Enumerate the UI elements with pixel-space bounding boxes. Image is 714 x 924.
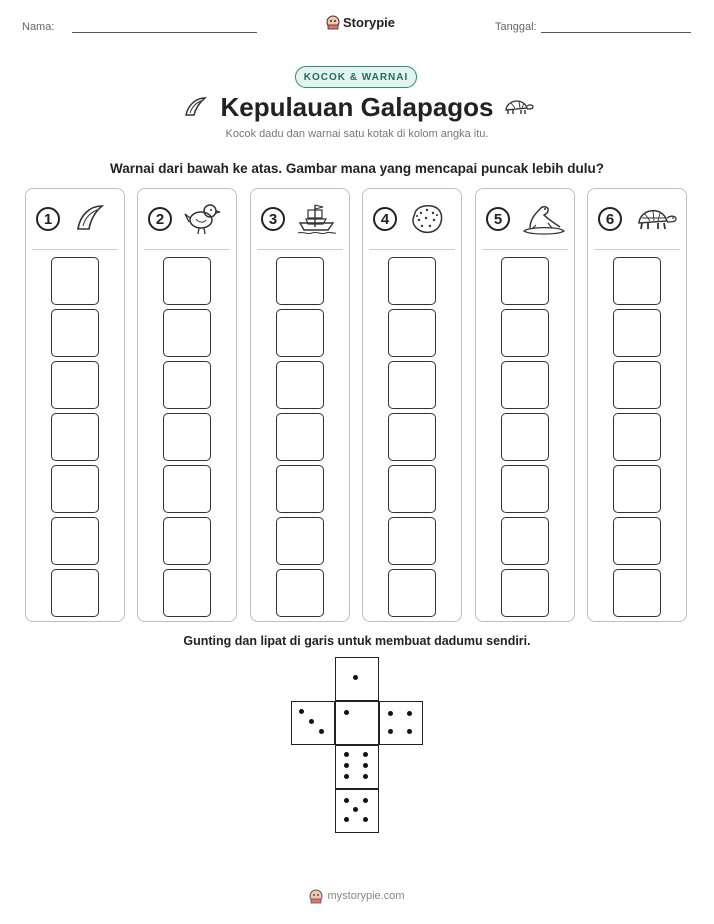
column-divider xyxy=(257,249,343,250)
color-box[interactable] xyxy=(163,517,211,565)
sea-lion-icon xyxy=(522,201,566,242)
color-box[interactable] xyxy=(501,257,549,305)
color-box[interactable] xyxy=(501,413,549,461)
die-pip xyxy=(344,798,349,803)
color-box[interactable] xyxy=(51,517,99,565)
tortoise-icon xyxy=(634,201,678,240)
die-pip xyxy=(344,763,349,768)
die-pip xyxy=(363,763,368,768)
die-pip xyxy=(299,709,304,714)
die-pip xyxy=(363,817,368,822)
column-divider xyxy=(369,249,455,250)
color-box[interactable] xyxy=(163,361,211,409)
die-pip xyxy=(344,752,349,757)
page-title: Kepulauan Galapagos xyxy=(220,92,494,122)
storypie-mascot-icon xyxy=(326,14,340,30)
die-pip xyxy=(407,711,412,716)
color-box[interactable] xyxy=(51,413,99,461)
die-pip xyxy=(344,817,349,822)
color-box[interactable] xyxy=(51,309,99,357)
color-box[interactable] xyxy=(276,257,324,305)
color-box[interactable] xyxy=(276,309,324,357)
color-box[interactable] xyxy=(501,517,549,565)
color-box[interactable] xyxy=(388,309,436,357)
coloring-instruction: Warnai dari bawah ke atas. Gambar mana yang mencapai puncak lebih dulu? xyxy=(110,161,604,176)
color-box[interactable] xyxy=(501,465,549,513)
die-face-3[interactable] xyxy=(291,701,335,745)
cut-instruction: Gunting dan lipat di garis untuk membuat dadumu sendiri. xyxy=(183,634,531,648)
color-box[interactable] xyxy=(613,517,661,565)
column-1 xyxy=(25,188,125,622)
page-subtitle: Kocok dadu dan warnai satu kotak di kolom angka itu. xyxy=(225,128,489,140)
tortoise-icon xyxy=(501,94,535,123)
color-box[interactable] xyxy=(388,257,436,305)
column-number: 6 xyxy=(598,207,622,231)
finch-beak-icon xyxy=(72,201,106,240)
die-pip xyxy=(319,729,324,734)
color-box[interactable] xyxy=(163,413,211,461)
die-pip xyxy=(363,752,368,757)
color-box[interactable] xyxy=(613,413,661,461)
column-number: 3 xyxy=(261,207,285,231)
date-line[interactable] xyxy=(541,32,691,33)
die-pip xyxy=(388,711,393,716)
color-box[interactable] xyxy=(613,309,661,357)
color-box[interactable] xyxy=(276,413,324,461)
color-box[interactable] xyxy=(388,517,436,565)
color-box[interactable] xyxy=(163,257,211,305)
column-3 xyxy=(250,188,350,622)
bird-icon xyxy=(184,201,222,242)
color-box[interactable] xyxy=(51,465,99,513)
color-box[interactable] xyxy=(163,465,211,513)
color-box[interactable] xyxy=(51,257,99,305)
color-box[interactable] xyxy=(501,309,549,357)
color-box[interactable] xyxy=(613,361,661,409)
color-box[interactable] xyxy=(613,569,661,617)
color-box[interactable] xyxy=(163,569,211,617)
column-number: 1 xyxy=(36,207,60,231)
name-line[interactable] xyxy=(72,32,257,33)
die-pip xyxy=(363,774,368,779)
color-box[interactable] xyxy=(276,361,324,409)
brand-name: Storypie xyxy=(343,14,396,30)
column-number: 5 xyxy=(486,207,510,231)
die-pip xyxy=(344,710,349,715)
die-pip xyxy=(407,729,412,734)
ship-icon xyxy=(297,201,337,242)
color-box[interactable] xyxy=(613,465,661,513)
footer xyxy=(0,888,714,904)
die-pip xyxy=(388,729,393,734)
storypie-mascot-icon xyxy=(309,888,323,904)
footer-url[interactable]: mystorypie.com xyxy=(327,890,405,902)
color-box[interactable] xyxy=(501,569,549,617)
color-box[interactable] xyxy=(276,569,324,617)
color-box[interactable] xyxy=(501,361,549,409)
column-6 xyxy=(587,188,687,622)
die-pip xyxy=(309,719,314,724)
column-divider xyxy=(482,249,568,250)
rock-icon xyxy=(409,201,445,240)
color-box[interactable] xyxy=(51,361,99,409)
die-face-6[interactable] xyxy=(335,745,379,789)
color-box[interactable] xyxy=(388,413,436,461)
column-divider xyxy=(594,249,680,250)
color-box[interactable] xyxy=(276,465,324,513)
die-face-5[interactable] xyxy=(335,789,379,833)
die-pip xyxy=(344,774,349,779)
color-box[interactable] xyxy=(388,465,436,513)
activity-badge: KOCOK & WARNAI xyxy=(295,66,417,88)
color-box[interactable] xyxy=(51,569,99,617)
brand-logo xyxy=(326,14,395,30)
die-pip xyxy=(353,807,358,812)
column-5 xyxy=(475,188,575,622)
die-pip xyxy=(363,798,368,803)
color-box[interactable] xyxy=(276,517,324,565)
color-box[interactable] xyxy=(388,569,436,617)
name-label: Nama: xyxy=(22,21,55,33)
die-face-1[interactable] xyxy=(335,701,379,745)
column-number: 2 xyxy=(148,207,172,231)
die-face-4[interactable] xyxy=(379,701,423,745)
column-divider xyxy=(32,249,118,250)
die-pip xyxy=(353,675,358,680)
date-label: Tanggal: xyxy=(495,21,537,33)
column-4 xyxy=(362,188,462,622)
color-box[interactable] xyxy=(388,361,436,409)
die-face-1[interactable] xyxy=(335,657,379,701)
column-2 xyxy=(137,188,237,622)
column-number: 4 xyxy=(373,207,397,231)
color-box[interactable] xyxy=(613,257,661,305)
column-divider xyxy=(144,249,230,250)
color-box[interactable] xyxy=(163,309,211,357)
